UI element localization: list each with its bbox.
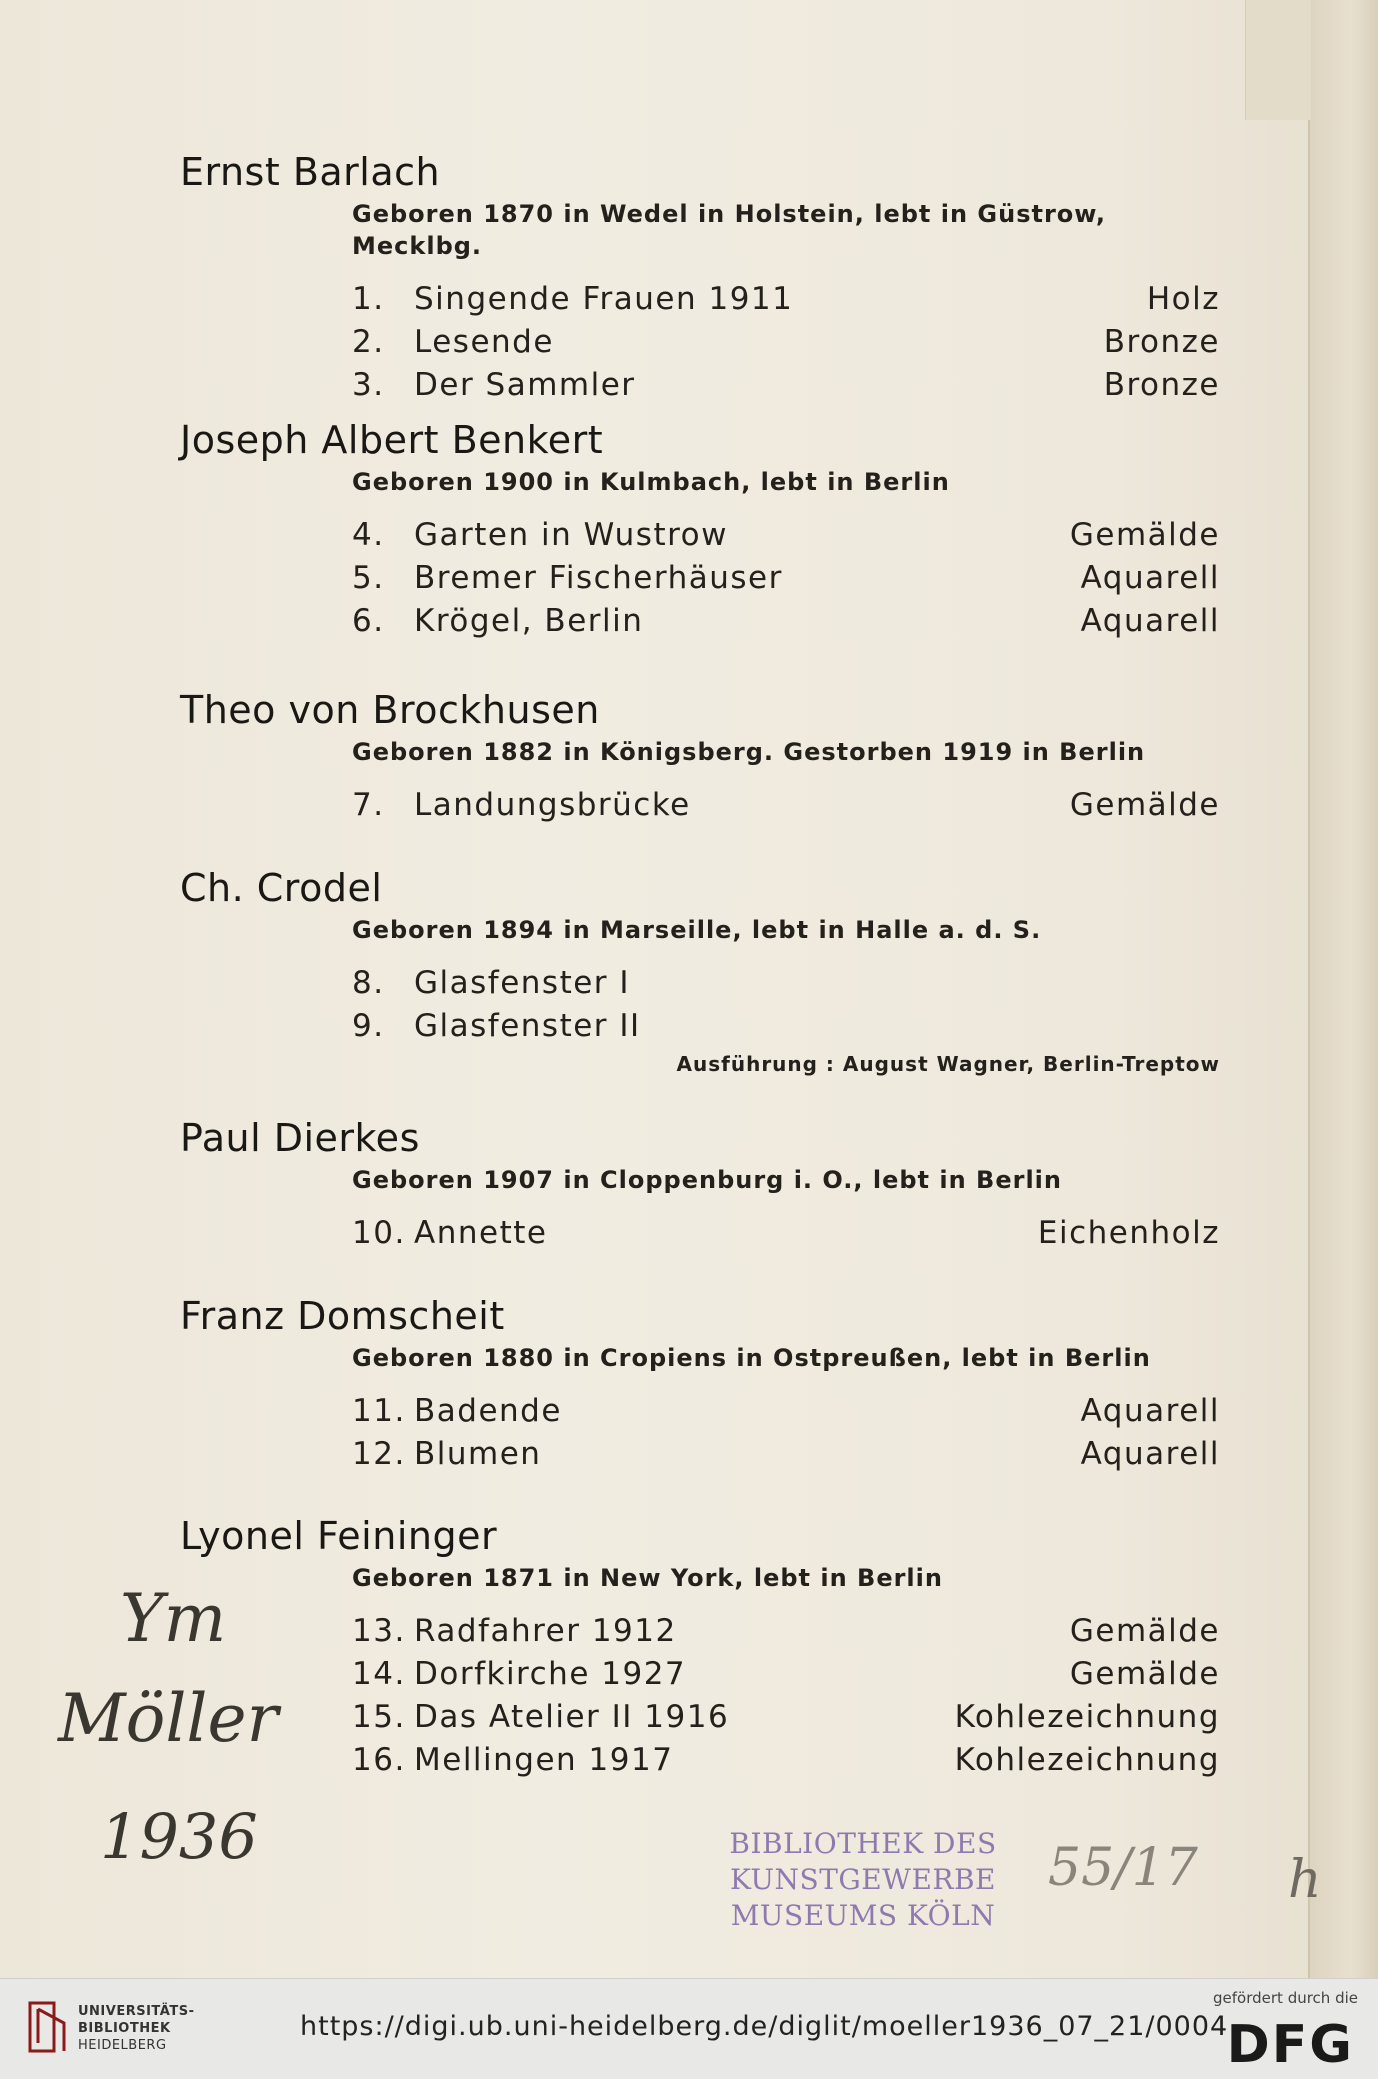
dfg-logo: DFG <box>1226 2015 1354 2075</box>
work-title: Singende Frauen 1911 <box>414 281 794 317</box>
artist-name: Paul Dierkes <box>180 1116 420 1160</box>
work-medium: Holz <box>1146 281 1220 317</box>
library-name-line: UNIVERSITÄTS- <box>78 2004 195 2019</box>
university-library-logo-icon <box>28 1999 68 2055</box>
artist-name: Theo von Brockhusen <box>180 688 600 732</box>
work-number: 2. <box>352 324 385 360</box>
works-list <box>352 278 1220 407</box>
work-row <box>352 1696 1220 1739</box>
work-number: 8. <box>352 965 385 1001</box>
library-stamp <box>718 1826 1008 1934</box>
work-number: 11. <box>352 1393 406 1429</box>
work-title: Bremer Fischerhäuser <box>414 560 783 596</box>
page-top-tab <box>1245 0 1311 120</box>
work-medium: Gemälde <box>1069 1656 1220 1692</box>
artist-bio: Geboren 1880 in Cropiens in Ostpreußen, lebt in Berlin <box>352 1344 1151 1372</box>
handwritten-note-line2: Möller <box>58 1680 279 1757</box>
work-row <box>352 1610 1220 1653</box>
work-row <box>352 1739 1220 1782</box>
library-name-line: HEIDELBERG <box>78 2038 167 2053</box>
funded-by-label: gefördert durch die <box>1213 1989 1358 2007</box>
artist-name: Franz Domscheit <box>180 1294 505 1338</box>
works-list <box>352 784 1220 827</box>
work-title: Annette <box>414 1215 548 1251</box>
work-title: Krögel, Berlin <box>414 603 644 639</box>
footer-bar <box>0 1978 1378 2079</box>
work-row <box>352 557 1220 600</box>
work-row <box>352 1390 1220 1433</box>
permalink-url[interactable]: https://digi.ub.uni-heidelberg.de/diglit/moeller1936_07_21/0004 <box>300 2011 1229 2042</box>
artist-entry <box>180 1116 1220 1255</box>
work-title: Der Sammler <box>414 367 636 403</box>
work-number: 16. <box>352 1742 406 1778</box>
work-title: Mellingen 1917 <box>414 1742 674 1778</box>
work-medium: Gemälde <box>1069 787 1220 823</box>
work-number: 12. <box>352 1436 406 1472</box>
work-medium: Aquarell <box>1080 560 1220 596</box>
handwritten-shelf-number: 55/17 <box>1048 1838 1198 1898</box>
work-title: Badende <box>414 1393 562 1429</box>
work-number: 4. <box>352 517 385 553</box>
work-number: 10. <box>352 1215 406 1251</box>
works-list <box>352 962 1220 1076</box>
work-number: 7. <box>352 787 385 823</box>
execution-note: Ausführung : August Wagner, Berlin-Treptow <box>676 1052 1220 1076</box>
work-title: Das Atelier II 1916 <box>414 1699 730 1735</box>
artist-bio: Geboren 1870 in Wedel in Holstein, lebt in Güstrow, Mecklbg. <box>352 200 1107 260</box>
artist-bio: Geboren 1894 in Marseille, lebt in Halle a. d. S. <box>352 916 1042 944</box>
work-medium: Kohlezeichnung <box>954 1699 1220 1735</box>
work-medium: Bronze <box>1103 324 1220 360</box>
work-number: 9. <box>352 1008 385 1044</box>
work-row <box>352 600 1220 643</box>
work-number: 14. <box>352 1656 406 1692</box>
work-number: 15. <box>352 1699 406 1735</box>
work-row <box>352 1653 1220 1696</box>
stamp-line: BIBLIOTHEK DES <box>729 1827 997 1860</box>
artist-entry <box>180 1294 1220 1476</box>
work-title: Glasfenster II <box>414 1008 641 1044</box>
work-title: Garten in Wustrow <box>414 517 728 553</box>
artist-name: Joseph Albert Benkert <box>180 418 604 462</box>
handwritten-note-line1: Ym <box>120 1580 227 1657</box>
works-list <box>352 1212 1220 1255</box>
artist-entry <box>180 418 1220 643</box>
work-title: Radfahrer 1912 <box>414 1613 677 1649</box>
work-number: 1. <box>352 281 385 317</box>
work-medium: Bronze <box>1103 367 1220 403</box>
work-title: Dorfkirche 1927 <box>414 1656 687 1692</box>
work-medium: Kohlezeichnung <box>954 1742 1220 1778</box>
work-medium: Aquarell <box>1080 603 1220 639</box>
handwritten-note-line3: 1936 <box>100 1800 258 1873</box>
works-list <box>352 514 1220 643</box>
work-row <box>352 962 1220 1005</box>
artist-bio: Geboren 1871 in New York, lebt in Berlin <box>352 1564 943 1592</box>
work-medium: Aquarell <box>1080 1436 1220 1472</box>
work-title: Landungsbrücke <box>414 787 691 823</box>
artist-bio: Geboren 1882 in Königsberg. Gestorben 1919 in Berlin <box>352 738 1146 766</box>
artist-name: Ernst Barlach <box>180 150 441 194</box>
artist-entry <box>180 688 1220 827</box>
work-row <box>352 1005 1220 1048</box>
artist-name: Ch. Crodel <box>180 866 383 910</box>
work-row <box>352 1212 1220 1255</box>
artist-entry <box>180 150 1220 407</box>
work-row <box>352 784 1220 827</box>
works-list <box>352 1390 1220 1476</box>
work-row <box>352 1433 1220 1476</box>
work-row <box>352 364 1220 407</box>
work-number: 13. <box>352 1613 406 1649</box>
library-name-line: BIBLIOTHEK <box>78 2021 171 2036</box>
artist-bio: Geboren 1907 in Cloppenburg i. O., lebt in Berlin <box>352 1166 1062 1194</box>
artist-name: Lyonel Feininger <box>180 1514 498 1558</box>
artist-entry <box>180 866 1220 1076</box>
work-medium: Aquarell <box>1080 1393 1220 1429</box>
work-number: 5. <box>352 560 385 596</box>
work-row <box>352 514 1220 557</box>
work-title: Lesende <box>414 324 554 360</box>
work-number: 6. <box>352 603 385 639</box>
work-medium: Eichenholz <box>1037 1215 1220 1251</box>
works-list <box>352 1610 1220 1782</box>
page-edge-strip <box>1308 0 1378 1978</box>
work-row <box>352 278 1220 321</box>
artist-entry <box>180 1514 1220 1782</box>
artist-bio: Geboren 1900 in Kulmbach, lebt in Berlin <box>352 468 950 496</box>
work-title: Glasfenster I <box>414 965 631 1001</box>
work-medium: Gemälde <box>1069 517 1220 553</box>
stamp-line: MUSEUMS KÖLN <box>730 1899 996 1932</box>
work-medium: Gemälde <box>1069 1613 1220 1649</box>
work-number: 3. <box>352 367 385 403</box>
work-row <box>352 321 1220 364</box>
work-title: Blumen <box>414 1436 542 1472</box>
stamp-line: KUNSTGEWERBE <box>730 1863 996 1896</box>
handwritten-corner-mark: h <box>1288 1850 1322 1910</box>
library-name <box>78 2003 194 2054</box>
